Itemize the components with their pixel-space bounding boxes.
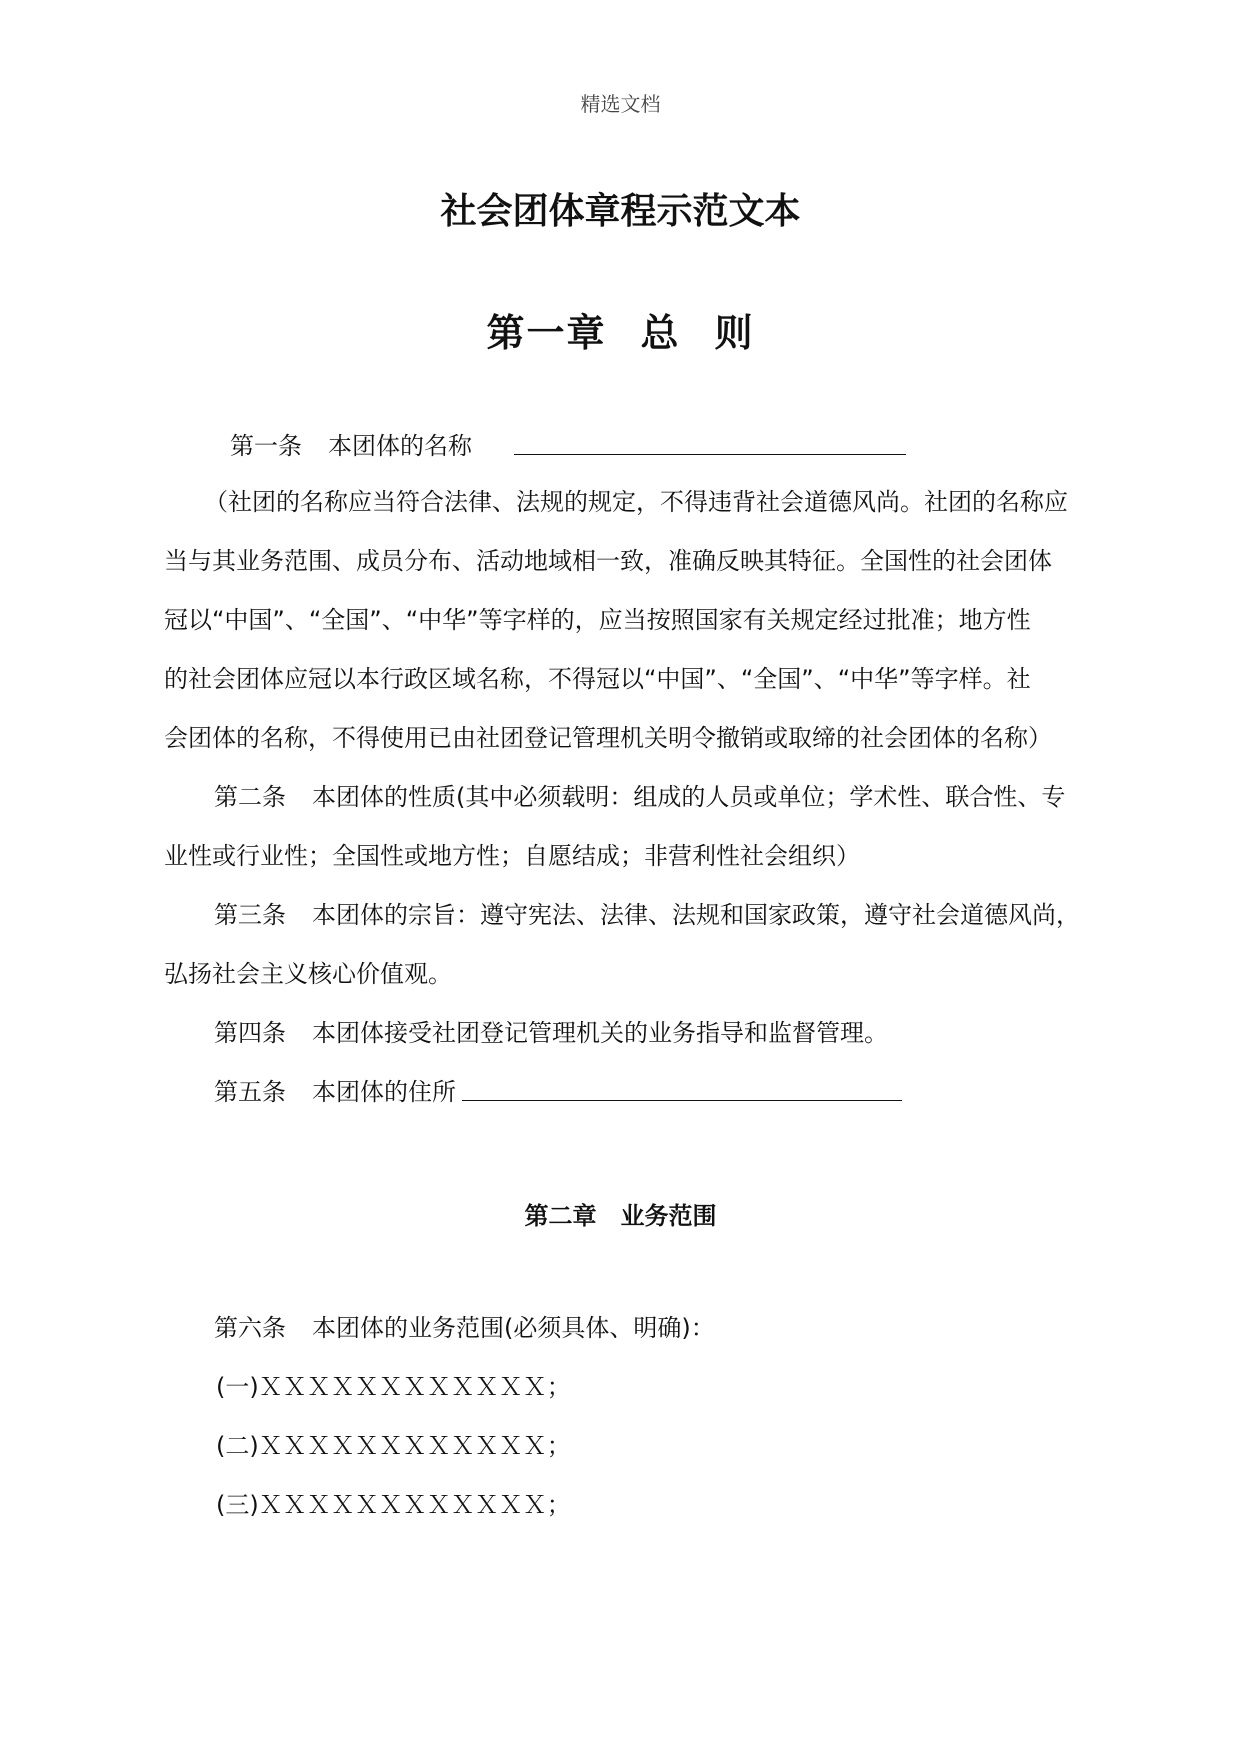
- article-5-text: 本团体的住所: [312, 1078, 456, 1106]
- page-header: 精选文档: [580, 92, 661, 116]
- article-5-number: 第五条: [214, 1078, 286, 1106]
- article-1-note-line-5: 会团体的名称，不得使用已由社团登记管理机关明令撤销或取缔的社会团体的名称）: [164, 724, 1052, 752]
- article-1-note-line-4: 的社会团体应冠以本行政区域名称，不得冠以“中国”、“全国”、“中华”等字样。社: [164, 665, 1031, 693]
- article-4-number: 第四条: [214, 1019, 286, 1047]
- scope-item-1: (一)ＸＸＸＸＸＸＸＸＸＸＸＸ；: [216, 1373, 571, 1401]
- article-3: [214, 899, 1080, 931]
- document-title: 社会团体章程示范文本: [440, 191, 801, 232]
- chapter-1-title-a: 总: [640, 311, 681, 355]
- article-1-text: 本团体的名称: [328, 432, 472, 460]
- article-1: [230, 430, 472, 462]
- article-5: [214, 1076, 456, 1108]
- article-3-continued: 弘扬社会主义核心价值观。: [164, 960, 452, 988]
- scope-item-3: (三)ＸＸＸＸＸＸＸＸＸＸＸＸ；: [216, 1491, 571, 1519]
- chapter-1-label: 第一章: [486, 311, 607, 355]
- article-2-continued: 业性或行业性；全国性或地方性；自愿结成；非营利性社会组织）: [164, 842, 860, 870]
- chapter-2-heading: [0, 1196, 1241, 1231]
- article-2: [214, 781, 1065, 813]
- name-blank-line: [514, 454, 906, 455]
- article-4-text: 本团体接受社团登记管理机关的业务指导和监督管理。: [312, 1019, 888, 1047]
- article-1-note-line-2: 当与其业务范围、成员分布、活动地域相一致，准确反映其特征。全国性的社会团体: [164, 547, 1052, 575]
- article-2-text: 本团体的性质(其中必须载明：组成的人员或单位；学术性、联合性、专: [312, 783, 1066, 811]
- chapter-2-label: 第二章: [524, 1202, 597, 1230]
- chapter-2-title: 业务范围: [620, 1202, 717, 1230]
- address-blank-line: [462, 1100, 902, 1101]
- article-3-number: 第三条: [214, 901, 286, 929]
- scope-item-2: (二)ＸＸＸＸＸＸＸＸＸＸＸＸ；: [216, 1432, 571, 1460]
- article-6-number: 第六条: [214, 1314, 286, 1342]
- article-1-note-line-3: 冠以“中国”、“全国”、“中华”等字样的，应当按照国家有关规定经过批准；地方性: [164, 606, 1031, 634]
- chapter-1-heading: [0, 302, 1241, 357]
- article-2-number: 第二条: [214, 783, 286, 811]
- article-1-number: 第一条: [230, 432, 302, 460]
- article-6: [214, 1312, 715, 1344]
- article-6-text: 本团体的业务范围(必须具体、明确)：: [312, 1314, 715, 1342]
- article-3-text: 本团体的宗旨：遵守宪法、法律、法规和国家政策，遵守社会道德风尚，: [312, 901, 1080, 929]
- chapter-1-title-b: 则: [714, 311, 755, 355]
- article-1-note-line-1: （社团的名称应当符合法律、法规的规定，不得违背社会道德风尚。社团的名称应: [204, 488, 1068, 516]
- article-4: [214, 1017, 888, 1049]
